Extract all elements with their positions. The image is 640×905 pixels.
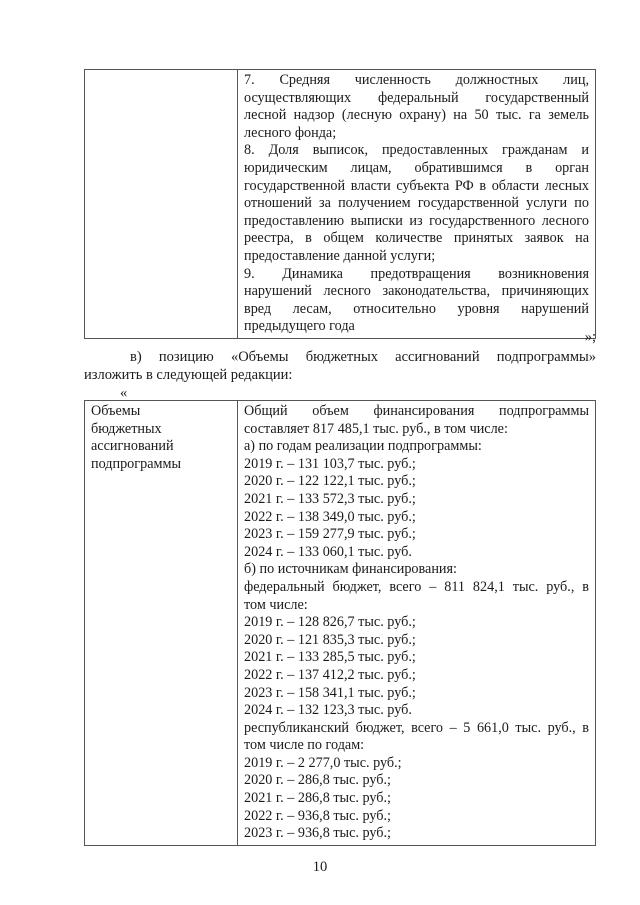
text-line: республиканский бюджет, всего – 5 661,0 тыс. руб., в bbox=[244, 719, 589, 736]
label-line: бюджетных bbox=[91, 420, 162, 437]
text-line: государственной власти субъекта РФ в области лесных bbox=[244, 177, 589, 194]
text-line: 2023 г. – 159 277,9 тыс. руб.; bbox=[244, 526, 416, 543]
text-line: федеральный бюджет, всего – 811 824,1 тыс. руб., в bbox=[244, 578, 589, 595]
text-line: реестра, в общем количестве принятых заявок на bbox=[244, 230, 589, 247]
paragraph-line: в) позицию «Объемы бюджетных ассигнований подпрограммы» bbox=[130, 349, 596, 365]
text-line: предоставление данной услуги; bbox=[244, 247, 436, 264]
text-line: 7. Средняя численность должностных лиц, bbox=[244, 72, 589, 88]
budget-text-cell bbox=[238, 401, 596, 846]
opening-quote: « bbox=[120, 385, 128, 401]
text-line: осуществляющих федеральный государственный bbox=[244, 89, 589, 106]
text-line: отношений за получением государственной услуги по bbox=[244, 195, 589, 212]
text-line: предоставлению выписки из государственного лесного bbox=[244, 212, 589, 229]
text-line: а) по годам реализации подпрограммы: bbox=[244, 438, 482, 455]
text-line: 2021 г. – 133 572,3 тыс. руб.; bbox=[244, 490, 416, 507]
text-line: лесной надзор (лесную охрану) на 50 тыс. га земель bbox=[244, 107, 589, 124]
label-line: ассигнований bbox=[91, 438, 174, 455]
text-line: 9. Динамика предотвращения возникновения bbox=[244, 265, 589, 282]
text-line: 2022 г. – 936,8 тыс. руб.; bbox=[244, 807, 391, 824]
text-line: 2021 г. – 133 285,5 тыс. руб.; bbox=[244, 649, 416, 666]
text-line: Общий объем финансирования подпрограммы bbox=[244, 403, 589, 419]
text-line: лесного фонда; bbox=[244, 124, 337, 141]
text-line: 8. Доля выписок, предоставленных гражданам и bbox=[244, 142, 589, 159]
text-line: 2024 г. – 133 060,1 тыс. руб. bbox=[244, 543, 412, 560]
text-line: 2019 г. – 2 277,0 тыс. руб.; bbox=[244, 754, 402, 771]
label-line: Объемы bbox=[91, 403, 141, 419]
indicators-text-cell bbox=[238, 70, 596, 339]
text-line: 2019 г. – 131 103,7 тыс. руб.; bbox=[244, 455, 416, 472]
text-line: 2022 г. – 137 412,2 тыс. руб.; bbox=[244, 666, 416, 683]
instruction-paragraph bbox=[84, 348, 596, 384]
text-line: 2020 г. – 122 122,1 тыс. руб.; bbox=[244, 473, 416, 490]
text-line: том числе: bbox=[244, 596, 308, 613]
paragraph-line: изложить в следующей редакции: bbox=[84, 367, 293, 383]
text-line: 2021 г. – 286,8 тыс. руб.; bbox=[244, 790, 391, 807]
text-line: юридическим лицам, обратившимся в орган bbox=[244, 159, 589, 176]
page-number: 10 bbox=[312, 859, 328, 875]
text-line: нарушений лесного законодательства, причиняющих bbox=[244, 283, 589, 300]
text-line: 2024 г. – 132 123,3 тыс. руб. bbox=[244, 702, 412, 719]
text-line: вред лесам, относительно уровня нарушений bbox=[244, 300, 589, 317]
text-line: предыдущего года bbox=[244, 318, 355, 335]
table-row bbox=[85, 70, 596, 339]
text-line: 2023 г. – 936,8 тыс. руб.; bbox=[244, 825, 391, 842]
text-line: составляет 817 485,1 тыс. руб., в том числе: bbox=[244, 420, 508, 437]
closing-quote: »; bbox=[584, 329, 596, 345]
label-line: подпрограммы bbox=[91, 455, 181, 472]
table-row bbox=[85, 401, 596, 846]
indicators-label-cell bbox=[85, 70, 238, 339]
budget-label-cell bbox=[85, 401, 238, 846]
budget-table bbox=[84, 400, 596, 846]
text-line: том числе по годам: bbox=[244, 737, 365, 754]
text-line: 2022 г. – 138 349,0 тыс. руб.; bbox=[244, 508, 416, 525]
text-line: 2020 г. – 286,8 тыс. руб.; bbox=[244, 772, 391, 789]
text-line: 2023 г. – 158 341,1 тыс. руб.; bbox=[244, 684, 416, 701]
text-line: 2019 г. – 128 826,7 тыс. руб.; bbox=[244, 614, 416, 631]
text-line: б) по источникам финансирования: bbox=[244, 561, 457, 578]
indicators-table bbox=[84, 69, 596, 339]
text-line: 2020 г. – 121 835,3 тыс. руб.; bbox=[244, 631, 416, 648]
